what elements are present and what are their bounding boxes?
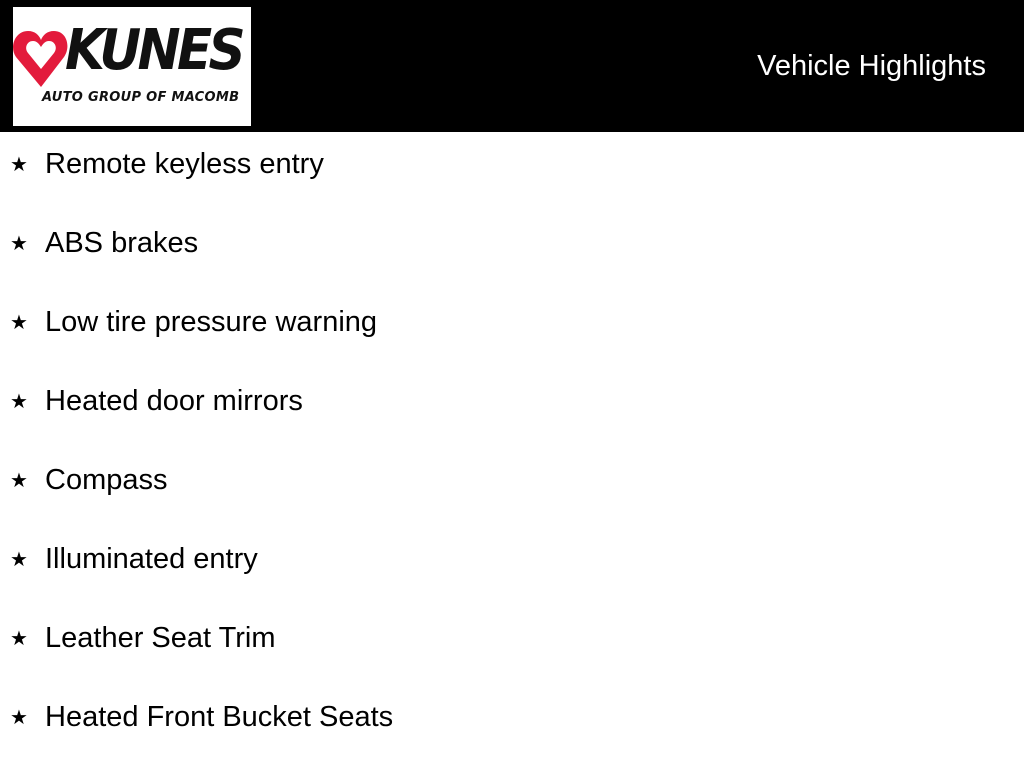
list-item bbox=[0, 150, 1024, 229]
logo-wordmark: KUNES bbox=[65, 18, 242, 83]
list-item bbox=[0, 229, 1024, 308]
highlight-label: Low tire pressure warning bbox=[45, 306, 378, 338]
list-item bbox=[0, 624, 1024, 703]
highlight-label: Heated door mirrors bbox=[45, 385, 303, 417]
star-icon: ★ bbox=[10, 468, 28, 492]
star-icon: ★ bbox=[10, 705, 28, 729]
highlight-label: Compass bbox=[45, 464, 168, 496]
list-item bbox=[0, 466, 1024, 545]
star-icon: ★ bbox=[10, 547, 28, 571]
highlight-label: Leather Seat Trim bbox=[45, 622, 276, 654]
highlight-label: Illuminated entry bbox=[45, 543, 258, 575]
list-item bbox=[0, 308, 1024, 387]
logo-tagline: AUTO GROUP OF MACOMB bbox=[42, 90, 240, 105]
star-icon: ★ bbox=[10, 389, 28, 413]
star-icon: ★ bbox=[10, 152, 28, 176]
list-item bbox=[0, 387, 1024, 466]
list-item bbox=[0, 703, 1024, 782]
highlight-label: ABS brakes bbox=[45, 227, 199, 259]
page-title: Vehicle Highlights bbox=[757, 50, 986, 82]
star-icon: ★ bbox=[10, 231, 28, 255]
star-icon: ★ bbox=[10, 626, 28, 650]
star-icon: ★ bbox=[10, 310, 28, 334]
highlight-label: Remote keyless entry bbox=[45, 148, 324, 180]
list-item bbox=[0, 545, 1024, 624]
highlight-label: Heated Front Bucket Seats bbox=[45, 701, 394, 733]
header-bar bbox=[0, 0, 1024, 132]
highlights-list bbox=[0, 150, 1024, 782]
dealer-logo bbox=[13, 7, 251, 126]
